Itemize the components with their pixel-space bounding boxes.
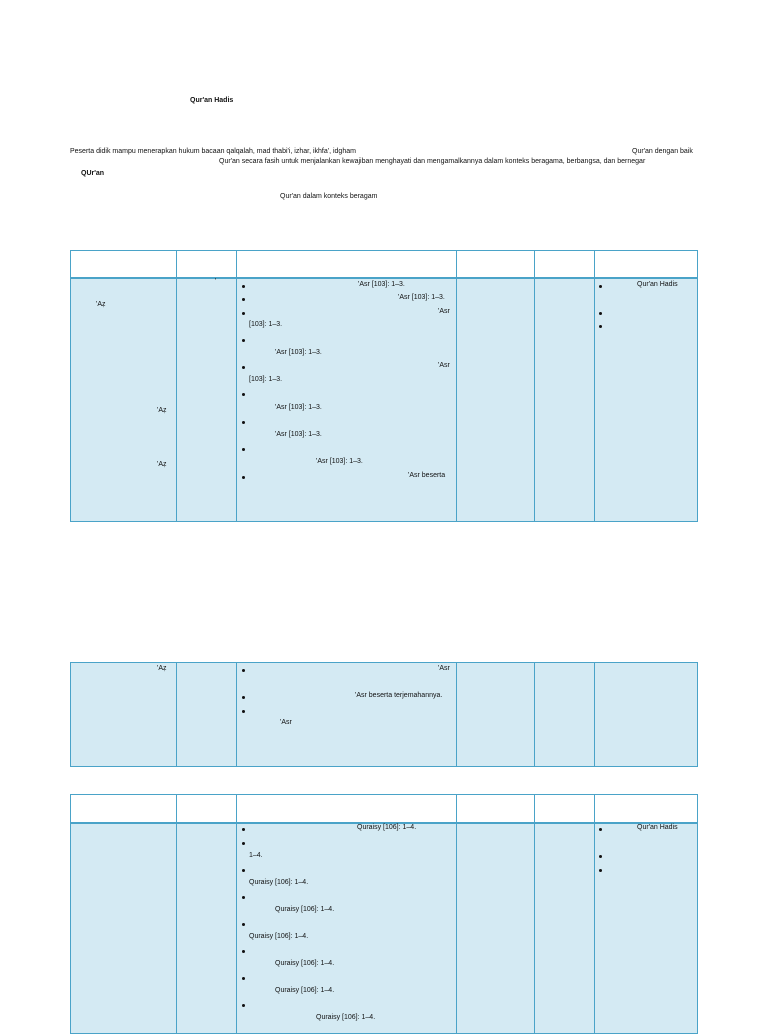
- bullet-icon: [242, 366, 245, 369]
- table-3-header: [71, 795, 697, 823]
- table-1-body: [71, 278, 697, 521]
- table-3-item: Quraisy [106]: 1–4.: [275, 987, 335, 994]
- table-3-body: [71, 823, 697, 1033]
- cp-text-line3: QUr'an: [81, 170, 105, 177]
- bullet-icon: [599, 855, 602, 858]
- table-1-item: [103]: 1–3.: [249, 321, 283, 328]
- bullet-icon: [242, 669, 245, 672]
- table-3-item: Quraisy [106]: 1–4.: [357, 824, 417, 831]
- bullet-icon: [242, 896, 245, 899]
- table-1-item: 'Asr [103]: 1–3.: [358, 281, 405, 288]
- cp-text-line1: Peserta didik mampu menerapkan hukum bacaan qalqalah, mad thabi'i, izhar, ikhfa', idgham: [70, 148, 356, 155]
- bullet-icon: [242, 393, 245, 396]
- table-1-item: 'Asr beserta: [408, 472, 446, 479]
- table-2-item: 'Asr beserta terjemahannya.: [355, 692, 443, 699]
- bullet-icon: [599, 325, 602, 328]
- table-1-item: 'Asr: [438, 308, 450, 315]
- table-1-item: 'Asr [103]: 1–3.: [275, 349, 322, 356]
- bullet-icon: [242, 977, 245, 980]
- table-1-cell-az: 'Aẓ: [96, 301, 106, 308]
- bullet-icon: [599, 312, 602, 315]
- bullet-icon: [242, 476, 245, 479]
- bullet-icon: [599, 828, 602, 831]
- bullet-icon: [242, 298, 245, 301]
- cp-text-line4: Qur'an dalam konteks beragam: [280, 193, 378, 200]
- table-1-cell-mark: ': [215, 278, 217, 285]
- cp-text-line2: Qur'an secara fasih untuk menjalankan kewajiban menghayati dan mengamalkannya dalam konteks beragama, berbangsa, dan bernegar: [219, 158, 646, 165]
- table-3-item: Quraisy [106]: 1–4.: [275, 960, 335, 967]
- bullet-icon: [242, 828, 245, 831]
- bullet-icon: [599, 285, 602, 288]
- table-3-item: Quraisy [106]: 1–4.: [249, 933, 309, 940]
- table-1-item: 'Asr [103]: 1–3.: [275, 404, 322, 411]
- table-2: [70, 662, 698, 767]
- table-1-item: 'Asr [103]: 1–3.: [316, 458, 363, 465]
- table-1-cell-az: 'Aẓ: [157, 407, 167, 414]
- bullet-icon: [242, 421, 245, 424]
- bullet-icon: [599, 869, 602, 872]
- table-3-item: 1–4.: [249, 852, 263, 859]
- table-1-item: 'Asr: [438, 362, 450, 369]
- table-3-resource: Qur'an Hadis: [637, 824, 678, 831]
- table-3-item: Quraisy [106]: 1–4.: [275, 906, 335, 913]
- table-2-item: 'Asr: [438, 665, 450, 672]
- table-3-item: Quraisy [106]: 1–4.: [316, 1014, 376, 1021]
- table-1-item: 'Asr [103]: 1–3.: [275, 431, 322, 438]
- bullet-icon: [242, 950, 245, 953]
- table-3-item: Quraisy [106]: 1–4.: [249, 879, 309, 886]
- subject-title: Qur'an Hadis: [190, 97, 234, 104]
- bullet-icon: [242, 710, 245, 713]
- bullet-icon: [242, 923, 245, 926]
- table-1-cell-az: 'Aẓ: [157, 461, 167, 468]
- table-1: [70, 250, 698, 522]
- table-2-cell-az: 'Aẓ: [157, 665, 167, 672]
- cp-text-line1-right: Qur'an dengan baik: [632, 148, 693, 155]
- bullet-icon: [242, 448, 245, 451]
- bullet-icon: [242, 339, 245, 342]
- table-1-header: [71, 251, 697, 278]
- table-1-resource: Qur'an Hadis: [637, 281, 678, 288]
- table-2-item: 'Asr: [280, 719, 292, 726]
- table-1-item: 'Asr [103]: 1–3.: [398, 294, 445, 301]
- bullet-icon: [242, 1004, 245, 1007]
- bullet-icon: [242, 696, 245, 699]
- table-1-item: [103]: 1–3.: [249, 376, 283, 383]
- bullet-icon: [242, 312, 245, 315]
- bullet-icon: [242, 842, 245, 845]
- bullet-icon: [242, 869, 245, 872]
- bullet-icon: [242, 285, 245, 288]
